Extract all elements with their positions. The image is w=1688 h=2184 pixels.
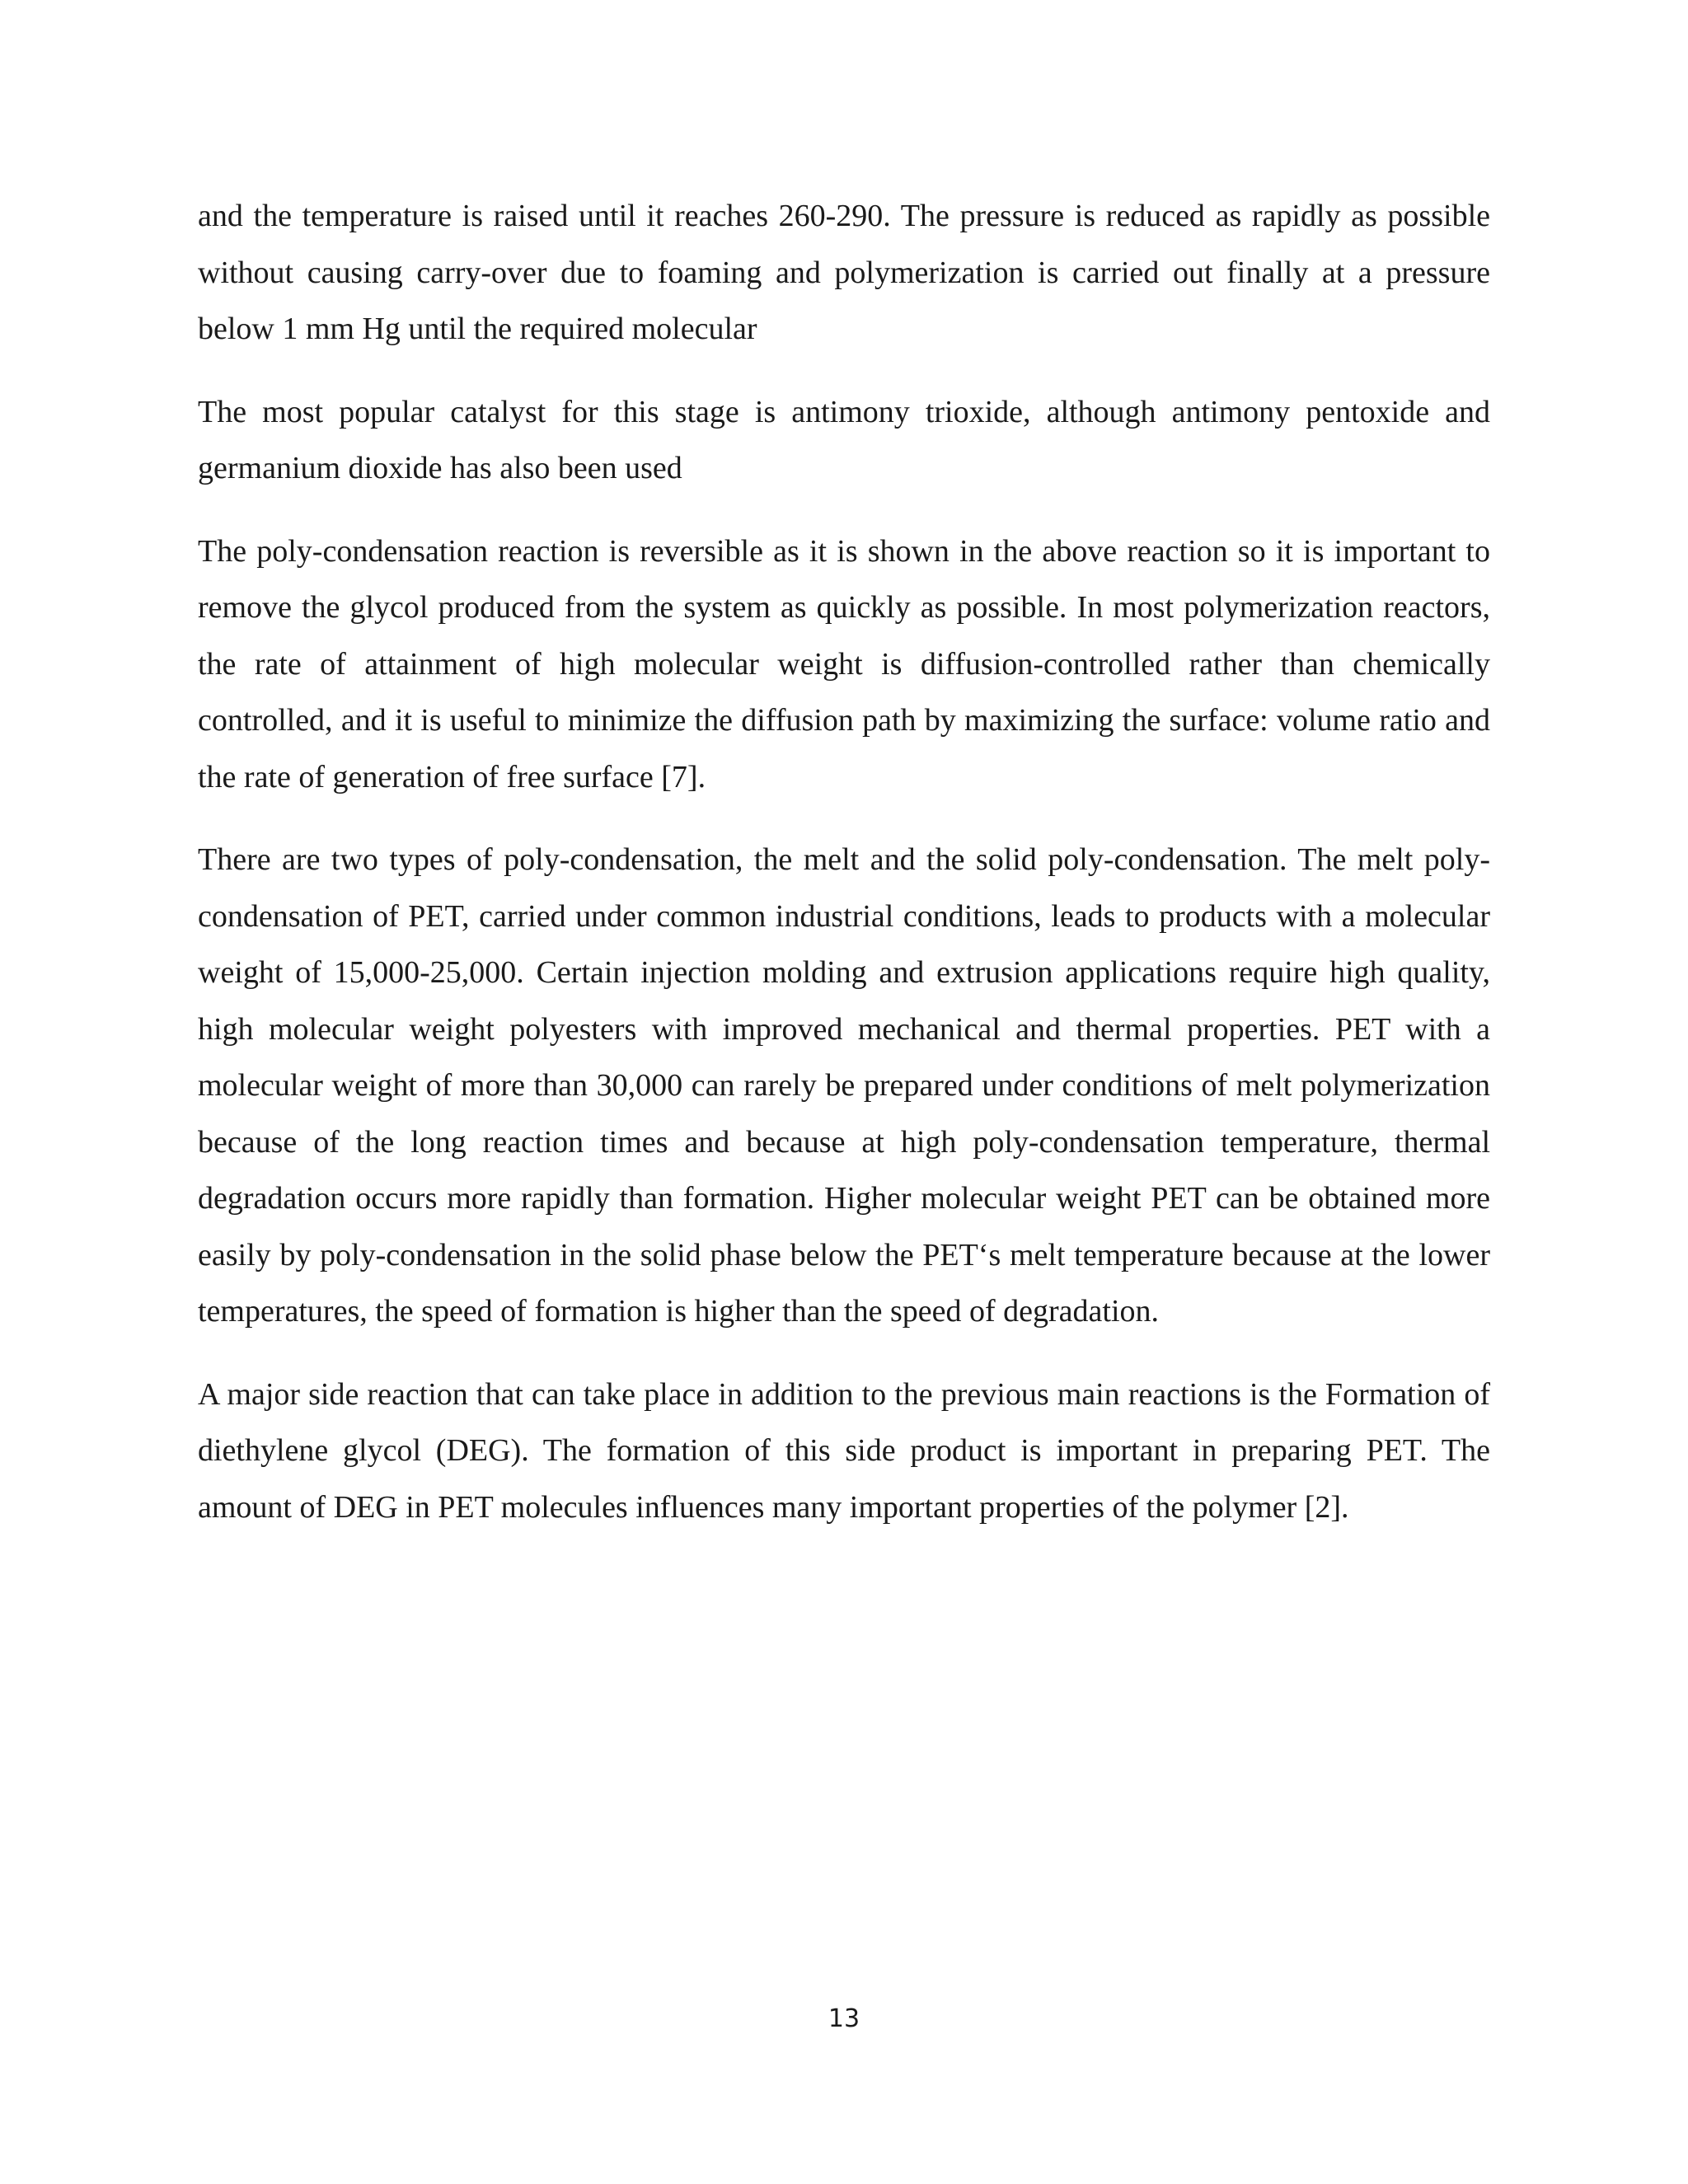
body-text [198, 188, 1490, 1562]
paragraph-polycondensation-types: There are two types of poly-condensation, the melt and the solid poly-condensation. The melt poly-condensation of PET, carried under common industrial conditions, leads to products with a molecular weight of 15,000-25,000. Certain injection molding and extrusion applications require high quality, high molecular weight polyesters with improved mechanical and thermal properties. PET with a molecular weight of more than 30,000 can rarely be prepared under conditions of melt polymerization because of the long reaction times and because at high poly-condensation temperature, thermal degradation occurs more rapidly than formation. Higher molecular weight PET can be obtained more easily by poly-condensation in the solid phase below the PET‘s melt temperature because at the lower temperatures, the speed of formation is higher than the speed of degradation. [198, 842, 1490, 1329]
paragraph-catalyst: The most popular catalyst for this stage is antimony trioxide, although antimony pentoxide and germanium dioxide has also been used [198, 394, 1490, 485]
paragraph-reversible-reaction: The poly-condensation reaction is reversible as it is shown in the above reaction so it is important to remove the glycol produced from the system as quickly as possible. In most polymerization reactors, the rate of attainment of high molecular weight is diffusion-controlled rather than chemically controlled, and it is useful to minimize the diffusion path by maximizing the surface: volume ratio and the rate of generation of free surface [7]. [198, 533, 1490, 794]
paragraph-side-reaction: A major side reaction that can take place in addition to the previous main reactions is the Formation of diethylene glycol (DEG). The formation of this side product is important in preparing PET. The amount of DEG in PET molecules influences many important properties of the polymer [2]. [198, 1376, 1490, 1525]
paragraph-temperature-pressure: and the temperature is raised until it reaches 260-290. The pressure is reduced as rapidly as possible without causing carry-over due to foaming and polymerization is carried out finally at a pressure below 1 mm Hg until the required molecular [198, 199, 1490, 346]
page-number: 13 [828, 2004, 860, 2033]
